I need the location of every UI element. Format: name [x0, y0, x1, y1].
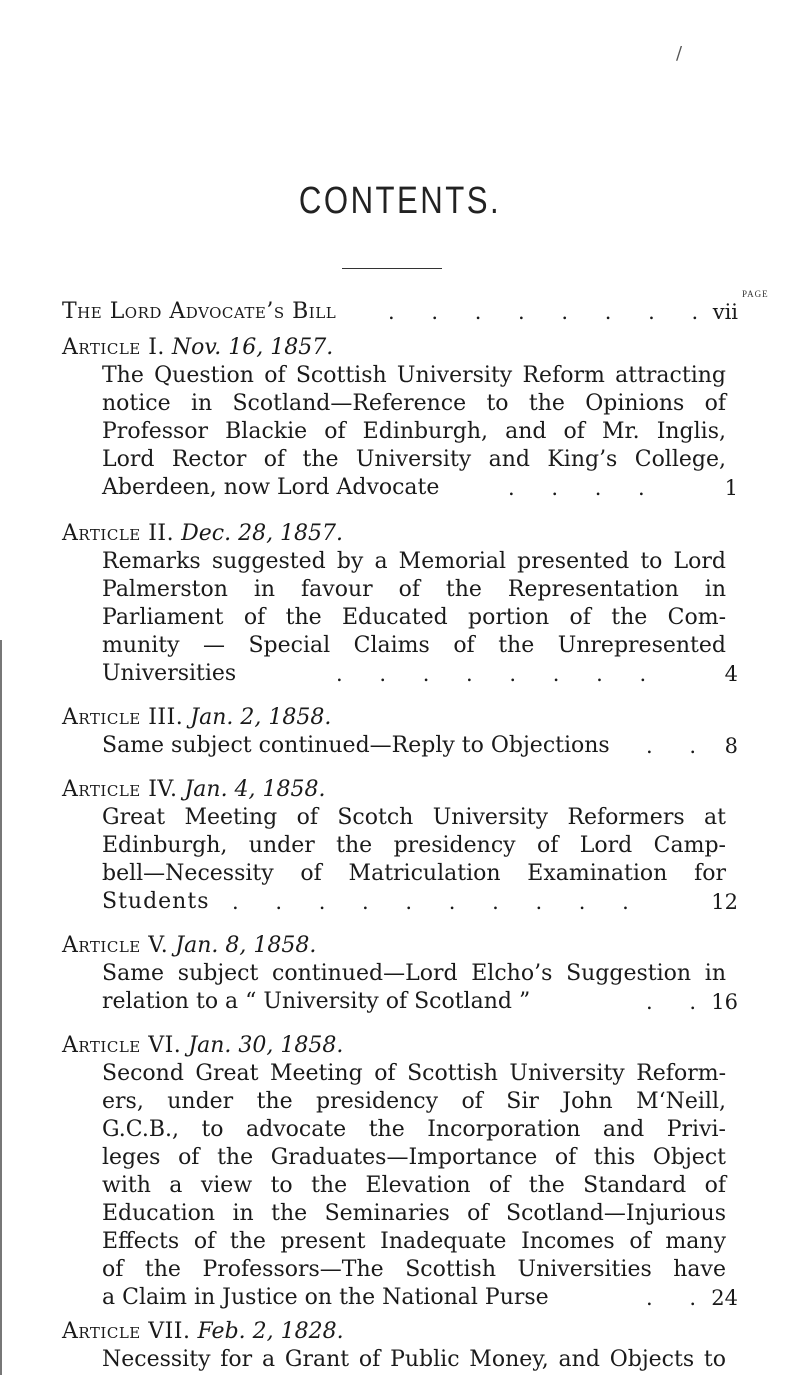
entry-line: Parliament of the Educated portion of the Com-	[102, 605, 726, 630]
entry-page-number: vii	[712, 300, 738, 324]
article-date: Jan. 2, 1858.	[190, 705, 332, 730]
entry-line: notice in Scotland—Reference to the Opinions of	[102, 391, 726, 416]
entry-line: Necessity for a Grant of Public Money, and Objects to	[102, 1347, 726, 1372]
entry-page-number: 4	[724, 662, 738, 686]
entry-line: a Claim in Justice on the National Purse	[102, 1285, 549, 1310]
article-heading	[62, 776, 326, 804]
entry-line: ers, under the presidency of Sir John M‘Neill,	[102, 1089, 726, 1114]
entry-line: Students	[102, 889, 210, 914]
page-column-label: PAGE	[742, 289, 769, 299]
entry-line: Palmerston in favour of the Representation in	[102, 577, 726, 602]
article-label: Article I.	[62, 335, 165, 360]
page-title: CONTENTS.	[298, 180, 502, 222]
entry-line: Same subject continued—Lord Elcho’s Suggestion in	[102, 961, 726, 986]
article-heading	[62, 704, 331, 732]
entry-line: Aberdeen, now Lord Advocate	[102, 475, 440, 500]
entry-heading: The Lord Advocate’s Bill	[62, 299, 337, 324]
leader-dots: . . . . . . . .	[388, 300, 714, 324]
entry-line: Professor Blackie of Edinburgh, and of Mr. Inglis,	[102, 419, 726, 444]
article-date: Dec. 28, 1857.	[181, 521, 344, 546]
leader-dots: . . . .	[508, 476, 660, 500]
entry-line: with a view to the Elevation of the Standard of	[102, 1173, 726, 1198]
entry-line: G.C.B., to advocate the Incorporation and Privi-	[102, 1117, 726, 1142]
entry-page-number: 8	[724, 734, 738, 758]
entry-page-number: 24	[711, 1286, 738, 1310]
article-label: Article II.	[62, 521, 175, 546]
article-heading	[62, 1318, 344, 1346]
article-date: Jan. 30, 1858.	[188, 1033, 344, 1058]
article-label: Article V.	[62, 933, 169, 958]
article-label: Article VII.	[62, 1319, 191, 1344]
article-heading	[62, 334, 333, 362]
article-heading	[62, 520, 343, 548]
article-heading	[62, 932, 316, 960]
entry-line: Lord Rector of the University and King’s College,	[102, 447, 726, 472]
leader-dots: . . . . . . . .	[336, 662, 662, 686]
leader-dots: . .	[646, 1286, 712, 1310]
entry-line: bell—Necessity of Matriculation Examination for	[102, 861, 726, 886]
article-label: Article III.	[62, 705, 184, 730]
leader-dots: . .	[646, 990, 712, 1014]
article-label: Article IV.	[62, 777, 178, 802]
entry-page-number: 12	[711, 890, 738, 914]
leader-dots: . . . . . . . . . .	[232, 890, 644, 914]
article-date: Feb. 2, 1828.	[197, 1319, 344, 1344]
article-label: Article VI.	[62, 1033, 182, 1058]
article-heading	[62, 1032, 343, 1060]
article-date: Nov. 16, 1857.	[171, 335, 334, 360]
entry-line: relation to a “ University of Scotland ”	[102, 989, 531, 1014]
entry-page-number: 16	[711, 990, 738, 1014]
entry-line: The Question of Scottish University Reform attracting	[102, 363, 726, 388]
entry-line: munity — Special Claims of the Unrepresented	[102, 633, 726, 658]
margin-mark: /	[676, 43, 683, 64]
article-date: Jan. 4, 1858.	[184, 777, 326, 802]
entry-line: Education in the Seminaries of Scotland—Injurious	[102, 1201, 726, 1226]
entry-line: Same subject continued—Reply to Objections	[102, 733, 610, 758]
entry-page-number: 1	[724, 476, 738, 500]
title-rule	[342, 268, 442, 269]
leader-dots: . .	[646, 734, 712, 758]
entry-line: Great Meeting of Scotch University Reformers at	[102, 805, 726, 830]
entry-line: leges of the Graduates—Importance of this Object	[102, 1145, 726, 1170]
entry-line: Universities	[102, 661, 237, 686]
entry-line: Effects of the present Inadequate Incomes of many	[102, 1229, 726, 1254]
entry-line: Second Great Meeting of Scottish University Reform-	[102, 1061, 726, 1086]
entry-line: of the Professors—The Scottish Universities have	[102, 1257, 726, 1282]
entry-line: Edinburgh, under the presidency of Lord Camp-	[102, 833, 726, 858]
page-edge-shadow	[0, 640, 2, 1375]
article-date: Jan. 8, 1858.	[175, 933, 317, 958]
entry-line: Remarks suggested by a Memorial presented to Lord	[102, 549, 726, 574]
